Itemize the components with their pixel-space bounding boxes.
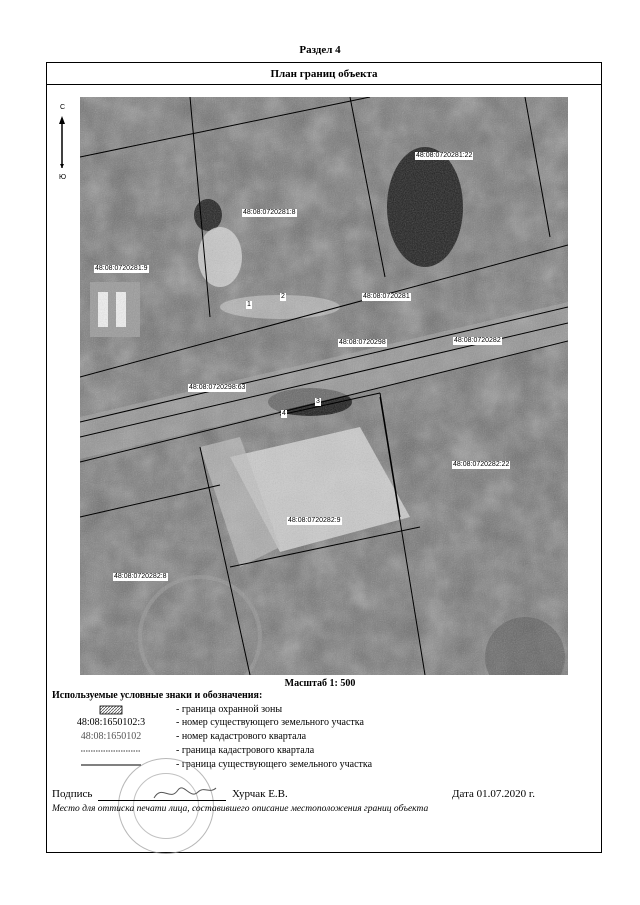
quarter-number-sample: 48:08:1650102 bbox=[80, 731, 142, 742]
legend-text: - граница охранной зоны bbox=[176, 704, 283, 715]
parcel-label: 48:08:0720281:22 bbox=[416, 152, 473, 159]
north-arrow-icon bbox=[54, 114, 70, 174]
parcel-label: 48:08:0720281:8 bbox=[243, 209, 296, 216]
boundary-point-label: 3 bbox=[316, 398, 320, 405]
parcel-label: 48:08:0720282 bbox=[454, 337, 501, 344]
protection-zone-symbol bbox=[52, 704, 170, 715]
south-letter: Ю bbox=[59, 174, 67, 181]
dashed-line-icon bbox=[81, 746, 141, 756]
signature-date: Дата 01.07.2020 г. bbox=[452, 788, 535, 800]
hatched-box-icon bbox=[99, 705, 123, 715]
solid-line-icon bbox=[81, 760, 141, 770]
parcel-number-sample: 48:08:1650102:3 bbox=[76, 717, 146, 728]
parcel-label: 48:08:0720281:9 bbox=[95, 265, 148, 272]
legend-title: Используемые условные знаки и обозначения: bbox=[52, 690, 263, 701]
section-title: Раздел 4 bbox=[299, 44, 341, 56]
parcel-label: 48:08:0720282:22 bbox=[453, 461, 510, 468]
boundary-point-label: 1 bbox=[247, 301, 251, 308]
legend-item bbox=[52, 759, 572, 771]
map-scale: Масштаб 1: 500 bbox=[284, 678, 356, 689]
signature-label: Подпись bbox=[52, 788, 93, 800]
north-arrow bbox=[54, 104, 70, 184]
parcel-label: 48:08:0720298 bbox=[339, 339, 386, 346]
aerial-map bbox=[80, 97, 568, 675]
boundary-point-label: 2 bbox=[281, 293, 285, 300]
legend-item bbox=[52, 745, 572, 757]
parcel-label: 48:08:0720298:63 bbox=[189, 384, 246, 391]
north-letter: С bbox=[60, 104, 66, 111]
legend-text: - номер существующего земельного участка bbox=[176, 717, 364, 728]
signer-name: Хурчак Е.В. bbox=[232, 788, 288, 800]
boundary-point-label: 4 bbox=[282, 410, 286, 417]
stamp-place-note: Место для оттиска печати лица, составившего описание местоположения границ объекта bbox=[52, 804, 429, 814]
parcel-label: 48:08:0720282:8 bbox=[114, 573, 167, 580]
parcel-label: 48:08:0720281 bbox=[363, 293, 410, 300]
legend-item bbox=[52, 731, 572, 743]
handwritten-signature bbox=[150, 780, 220, 804]
map-image bbox=[80, 97, 568, 675]
quarter-boundary-symbol bbox=[52, 745, 170, 756]
legend-item bbox=[52, 704, 572, 716]
parcel-label: 48:08:0720282:9 bbox=[288, 517, 341, 524]
legend-text: - номер кадастрового квартала bbox=[176, 731, 307, 742]
frame-title: План границ объекта bbox=[47, 63, 601, 85]
legend-text: - граница кадастрового квартала bbox=[176, 745, 315, 756]
legend-text: - граница существующего земельного участка bbox=[176, 759, 373, 770]
legend-item bbox=[52, 717, 572, 729]
